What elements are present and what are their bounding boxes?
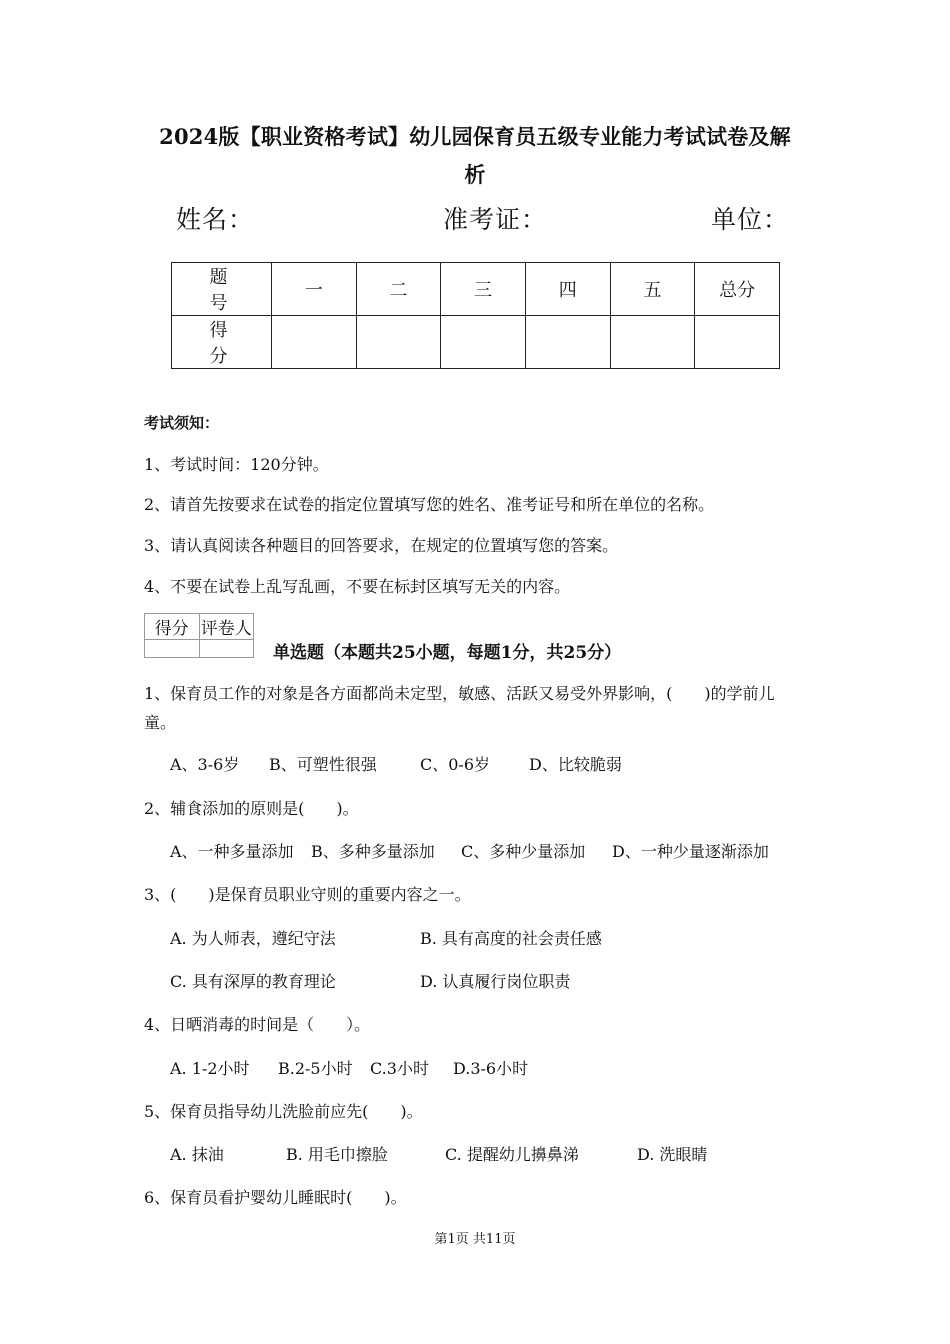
document-title <box>130 118 820 194</box>
score-header-cell: 题 号 <box>172 263 272 316</box>
option: D. 认真履行岗位职责 <box>420 972 571 991</box>
section-title: 单选题（本题共25小题，每题1分，共25分） <box>273 643 622 663</box>
option: B、可塑性很强 <box>269 755 377 774</box>
score-table-header-row <box>172 263 780 316</box>
score-input-cell[interactable] <box>610 316 695 369</box>
score-row-label: 得 分 <box>172 316 272 369</box>
grader-name-cell[interactable] <box>199 640 254 658</box>
option: D. 洗眼睛 <box>637 1145 708 1164</box>
question-stem: 3、( )是保育员职业守则的重要内容之一。 <box>144 885 471 904</box>
option: A. 1-2小时 <box>170 1059 250 1078</box>
question-stem: 1、保育员工作的对象是各方面都尚未定型，敏感、活跃又易受外界影响，( )的学前儿 <box>144 684 775 703</box>
question-stem: 4、日晒消毒的时间是（ ）。 <box>144 1015 371 1034</box>
grader-name-label: 评卷人 <box>199 614 254 640</box>
option: B、多种多量添加 <box>311 842 435 861</box>
option: C. 提醒幼儿擤鼻涕 <box>445 1145 579 1164</box>
option: A、一种多量添加 <box>170 842 294 861</box>
title-line-2: 析 <box>464 162 486 187</box>
grader-score-label: 得分 <box>145 614 200 640</box>
unit-label: 单位： <box>711 205 790 234</box>
exam-id-label: 准考证： <box>443 205 548 234</box>
option: A、3-6岁 <box>170 755 240 774</box>
score-table-score-row <box>172 316 780 369</box>
score-input-cell[interactable] <box>695 316 780 369</box>
option: D.3-6小时 <box>453 1059 529 1078</box>
option: C、多种少量添加 <box>461 842 586 861</box>
option: C、0-6岁 <box>420 755 491 774</box>
option: C. 具有深厚的教育理论 <box>170 972 336 991</box>
title-line-1: 2024版【职业资格考试】幼儿园保育员五级专业能力考试试卷及解 <box>159 124 791 149</box>
score-header-cell: 一 <box>272 263 357 316</box>
notice-item: 2、请首先按要求在试卷的指定位置填写您的姓名、准考证号和所在单位的名称。 <box>144 495 715 514</box>
notice-item: 1、考试时间：120分钟。 <box>144 455 329 474</box>
option: C.3小时 <box>370 1059 429 1078</box>
question-stem: 2、辅食添加的原则是( )。 <box>144 799 359 818</box>
question-stem: 6、保育员看护婴幼儿睡眠时( )。 <box>144 1188 407 1207</box>
score-input-cell[interactable] <box>272 316 357 369</box>
question-stem-cont: 童。 <box>144 713 177 732</box>
score-header-cell: 五 <box>610 263 695 316</box>
score-input-cell[interactable] <box>441 316 526 369</box>
notice-item: 4、不要在试卷上乱写乱画，不要在标封区填写无关的内容。 <box>144 577 571 596</box>
score-input-cell[interactable] <box>356 316 441 369</box>
grader-score-cell[interactable] <box>145 640 200 658</box>
score-header-cell: 总分 <box>695 263 780 316</box>
option: D、一种少量逐渐添加 <box>612 842 769 861</box>
option: A. 为人师表，遵纪守法 <box>170 929 336 948</box>
score-table <box>171 262 780 369</box>
option: B. 用毛巾擦脸 <box>286 1145 388 1164</box>
grader-table <box>144 613 254 658</box>
page-footer: 第1页 共11页 <box>434 1232 516 1247</box>
score-header-cell: 二 <box>356 263 441 316</box>
score-header-cell: 四 <box>525 263 610 316</box>
option: A. 抹油 <box>170 1145 224 1164</box>
notice-item: 3、请认真阅读各种题目的回答要求，在规定的位置填写您的答案。 <box>144 536 619 555</box>
score-header-cell: 三 <box>441 263 526 316</box>
score-input-cell[interactable] <box>525 316 610 369</box>
option: D、比较脆弱 <box>529 755 622 774</box>
name-label: 姓名： <box>176 205 255 234</box>
notice-heading: 考试须知： <box>144 414 220 432</box>
option: B. 具有高度的社会责任感 <box>420 929 602 948</box>
question-stem: 5、保育员指导幼儿洗脸前应先( )。 <box>144 1102 423 1121</box>
option: B.2-5小时 <box>278 1059 353 1078</box>
